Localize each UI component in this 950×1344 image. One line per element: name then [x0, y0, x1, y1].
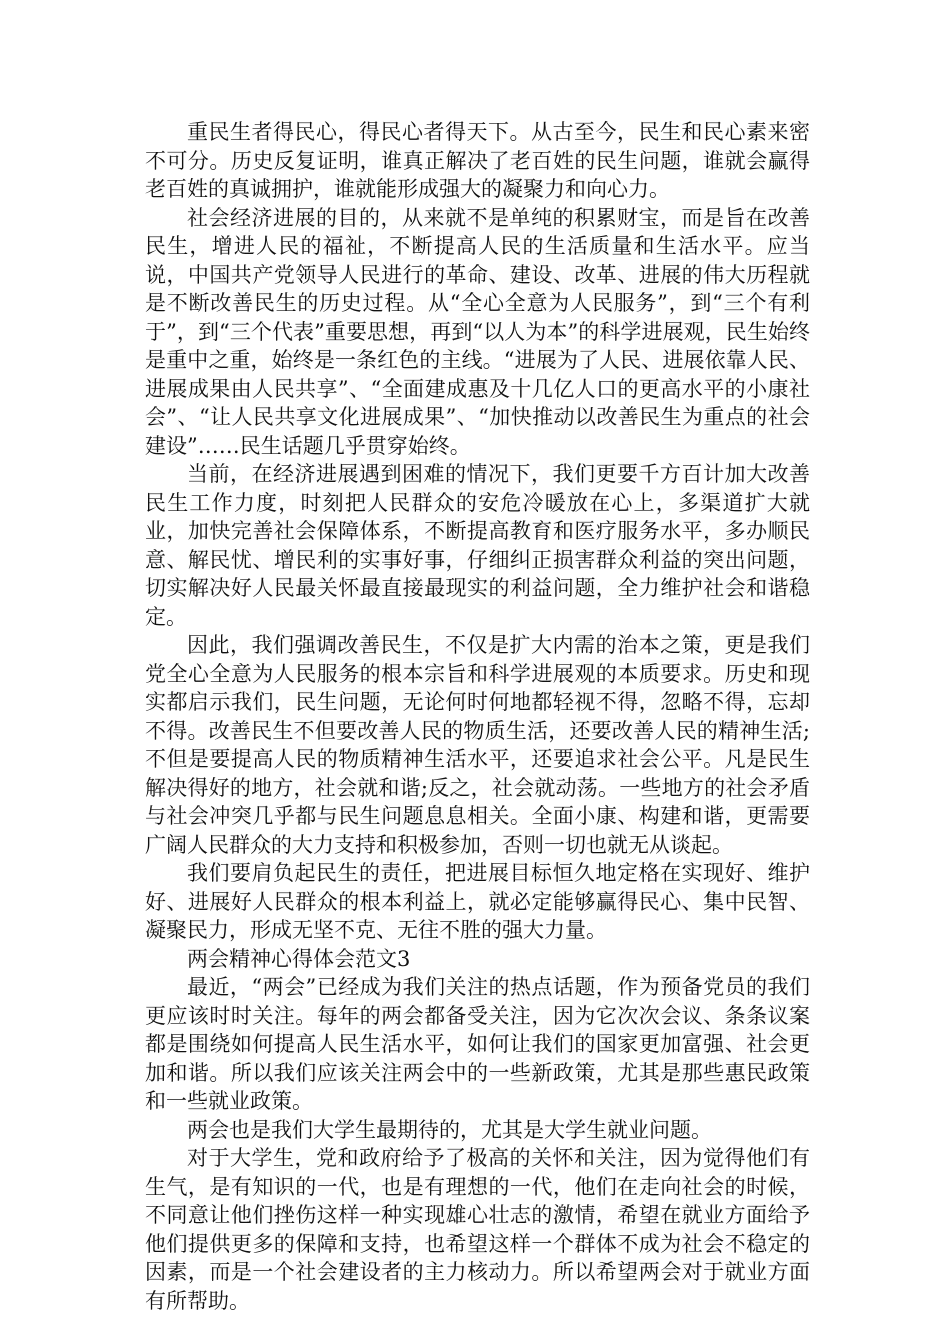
- paragraph-2: 社会经济进展的目的，从来就不是单纯的积累财宝，而是旨在改善民生，增进人民的福祉，不断提高人民的生活质量和生活水平。应当说，中国共产党领导人民进行的革命、建设、改革、进展的伟大历程就是不断改善民生的历史过程。从“全心全意为人民服务”，到“三个有利于”，到“三个代表”重要思想，再到“以人为本”的科学进展观，民生始终是重中之重，始终是一条红色的主线。“进展为了人民、进展依靠人民、进展成果由人民共享”、“全面建成惠及十几亿人口的更高水平的小康社会”、“让人民共享文化进展成果”、“加快推动以改善民生为重点的社会建设”……民生话题几乎贯穿始终。: [145, 205, 810, 458]
- paragraph-1: 重民生者得民心，得民心者得天下。从古至今，民生和民心素来密不可分。历史反复证明，谁真正解决了老百姓的民生问题，谁就会赢得老百姓的真诚拥护，谁就能形成强大的凝聚力和向心力。: [145, 120, 810, 201]
- paragraph-7: 两会也是我们大学生最期待的，尤其是大学生就业问题。: [187, 1117, 712, 1142]
- section-heading: 两会精神心得体会范文3: [187, 946, 411, 971]
- paragraph-8: 对于大学生，党和政府给予了极高的关怀和关注，因为觉得他们有生气，是有知识的一代，也是有理想的一代，他们在走向社会的时候，不同意让他们挫伤这样一种实现雄心壮志的激情，希望在就业方面给予他们提供更多的保障和支持，也希望这样一个群体不成为社会不稳定的因素，而是一个社会建设者的主力核动力。所以希望两会对于就业方面有所帮助。: [145, 1146, 810, 1313]
- paragraph-3: 当前，在经济进展遇到困难的情况下，我们更要千方百计加大改善民生工作力度，时刻把人民群众的安危冷暖放在心上，多渠道扩大就业，加快完善社会保障体系，不断提高教育和医疗服务水平，多办顺民意、解民忧、增民利的实事好事，仔细纠正损害群众利益的突出问题，切实解决好人民最关怀最直接最现实的利益问题，全力维护社会和谐稳定。: [145, 462, 810, 629]
- paragraph-5: 我们要肩负起民生的责任，把进展目标恒久地定格在实现好、维护好、进展好人民群众的根本利益上，就必定能够赢得民心、集中民智、凝聚民力，形成无坚不克、无往不胜的强大力量。: [145, 861, 810, 942]
- document-body: [145, 118, 810, 1315]
- paragraph-4: 因此，我们强调改善民生，不仅是扩大内需的治本之策，更是我们党全心全意为人民服务的根本宗旨和科学进展观的本质要求。历史和现实都启示我们，民生问题，无论何时何地都轻视不得，忽略不得，忘却不得。改善民生不但要改善人民的物质生活，还要改善人民的精神生活;不但是要提高人民的物质精神生活水平，还要追求社会公平。凡是民生解决得好的地方，社会就和谐;反之，社会就动荡。一些地方的社会矛盾与社会冲突几乎都与民生问题息息相关。全面小康、构建和谐，更需要广阔人民群众的大力支持和积极参加，否则一切也就无从谈起。: [145, 633, 810, 857]
- paragraph-6: 最近，“两会”已经成为我们关注的热点话题，作为预备党员的我们更应该时时关注。每年的两会都备受关注，因为它次次会议、条条议案都是围绕如何提高人民生活水平，如何让我们的国家更加富强、社会更加和谐。所以我们应该关注两会中的一些新政策，尤其是那些惠民政策和一些就业政策。: [145, 975, 810, 1113]
